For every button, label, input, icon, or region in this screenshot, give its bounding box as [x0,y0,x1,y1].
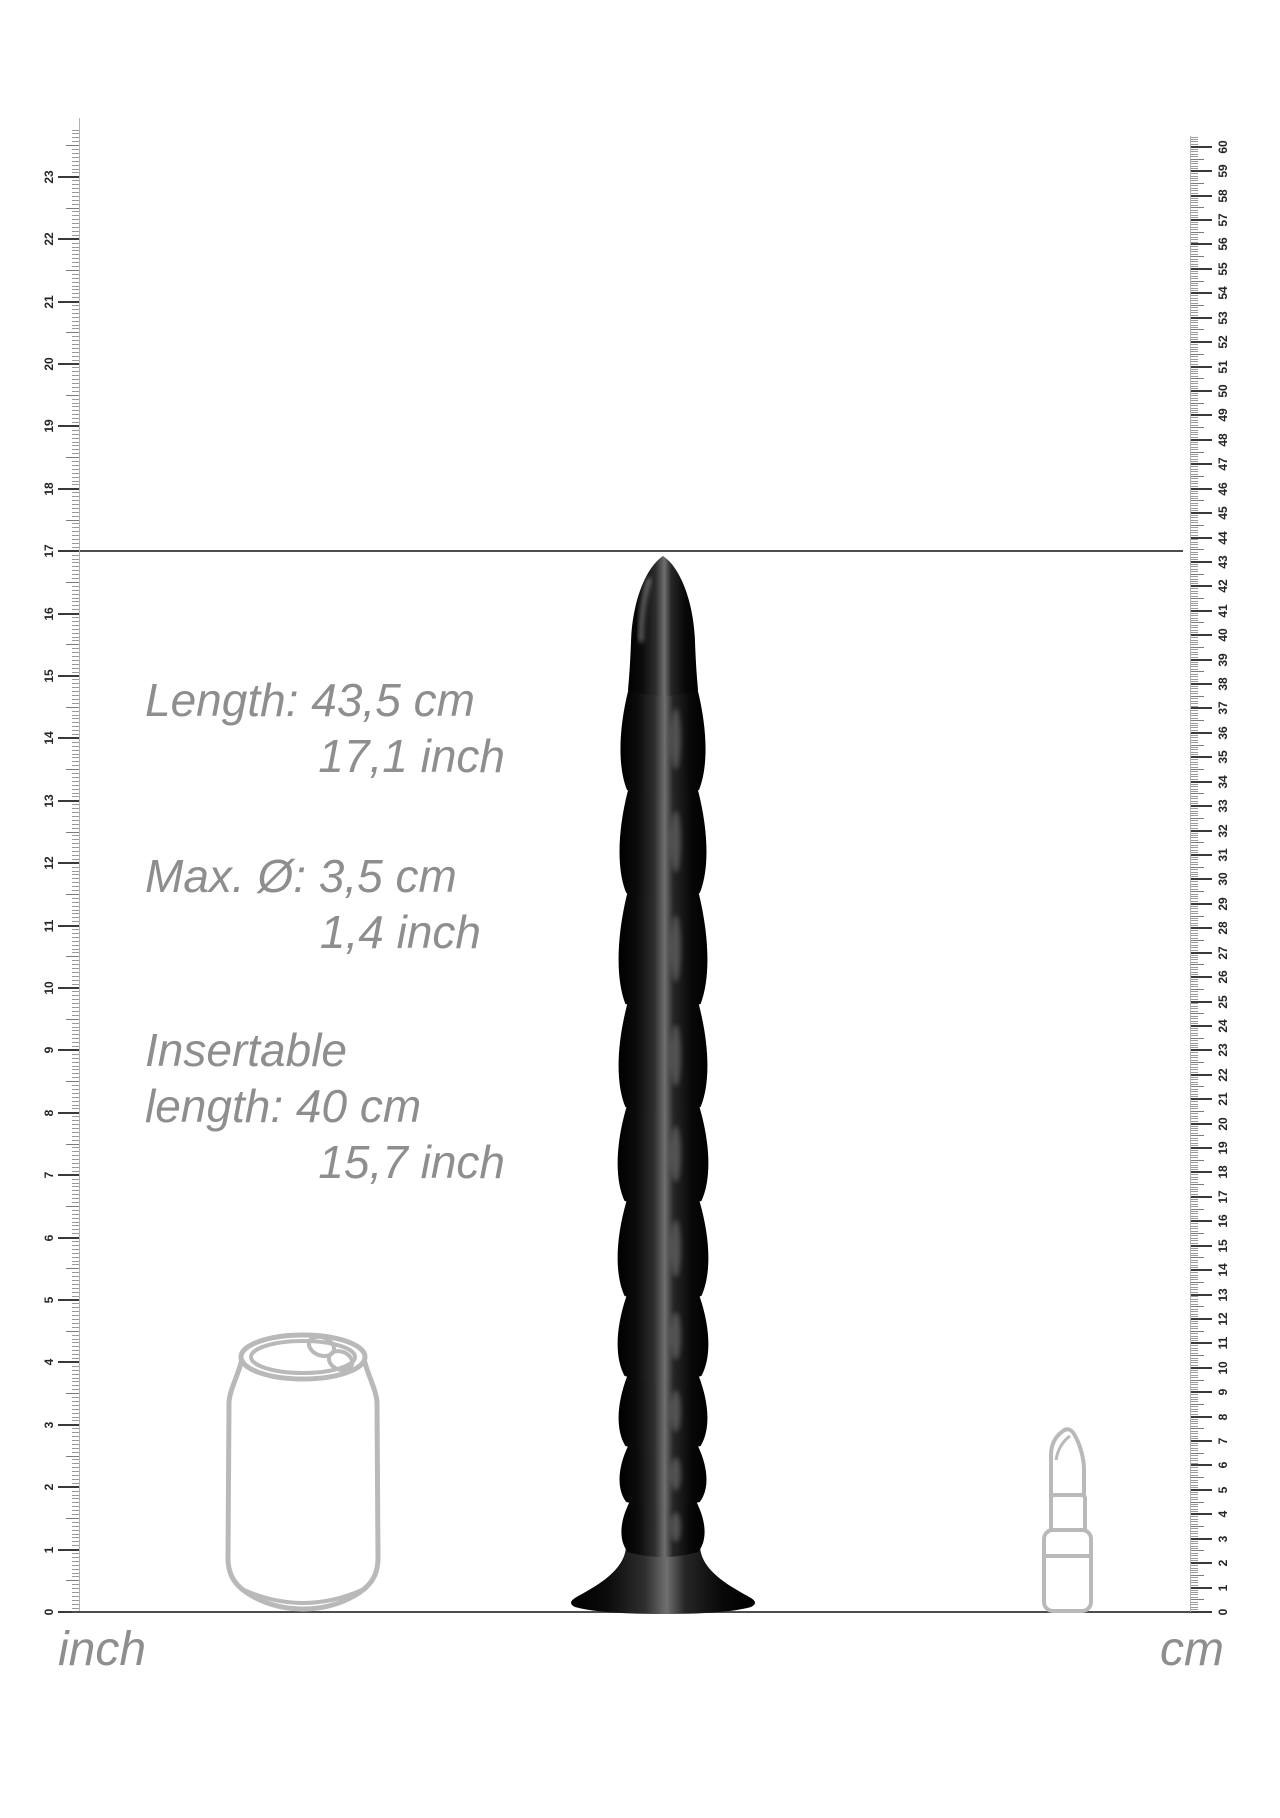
cm-ruler-number: 18 [1216,1165,1230,1180]
inch-ruler-number: 5 [42,1296,56,1304]
bead-highlight [671,915,681,982]
cm-ruler-number: 27 [1216,945,1230,960]
cm-ruler-number: 39 [1216,652,1230,667]
cm-ruler-number: 40 [1216,628,1230,642]
inch-ruler-number: 3 [42,1421,56,1429]
inch-ruler-number: 20 [42,357,56,371]
cm-ruler-number: 16 [1216,1214,1230,1228]
diameter-spec-line1: Max. Ø: 3,5 cm [145,850,457,902]
inch-ruler-number: 19 [42,419,56,434]
cm-ruler-number: 46 [1216,481,1230,496]
inch-ruler-number: 2 [42,1483,56,1491]
soda-can-icon [228,1333,378,1609]
cm-ruler-number: 13 [1216,1287,1230,1302]
product-segment [619,1376,708,1451]
inch-ruler-number: 1 [42,1546,56,1553]
cm-ruler-number: 12 [1216,1312,1230,1326]
cm-ruler-number: 37 [1216,701,1230,716]
inch-ruler-number: 12 [42,856,56,870]
product-segment [628,556,698,696]
cm-ruler-number: 24 [1216,1019,1230,1033]
cm-ruler-number: 32 [1216,823,1230,838]
cm-ruler-number: 60 [1216,140,1230,154]
stacked-bead-dildo [571,556,755,1614]
bead-highlight [671,1126,681,1182]
cm-ruler-number: 4 [1216,1510,1230,1518]
cm-ruler-number: 7 [1216,1437,1230,1445]
bead-highlight [671,811,681,873]
cm-ruler-number: 33 [1216,799,1230,813]
cm-ruler-number: 25 [1216,994,1230,1009]
product-segment [620,1446,707,1507]
cm-ruler-number: 10 [1216,1361,1230,1375]
inch-ruler-number: 10 [42,981,56,995]
product-segment [621,1502,704,1557]
cm-ruler-number: 56 [1216,237,1230,252]
cm-ruler-number: 28 [1216,921,1230,935]
cm-ruler-number: 20 [1216,1116,1230,1131]
cm-ruler-number: 59 [1216,164,1230,178]
cm-ruler-number: 21 [1216,1092,1230,1106]
cm-ruler-number: 19 [1216,1141,1230,1155]
product-segment [620,790,707,898]
inch-ruler-number: 6 [42,1234,56,1241]
cm-ruler-number: 54 [1216,286,1230,300]
bead-highlight [671,708,681,769]
cm-ruler-number: 31 [1216,848,1230,862]
inch-ruler-number: 13 [42,794,56,808]
cm-ruler-number: 11 [1216,1337,1230,1350]
insertable-spec-line1: Insertable [145,1024,348,1076]
cm-ruler-number: 1 [1216,1584,1230,1591]
inch-unit-label: inch [58,1623,147,1676]
inch-ruler-number: 16 [42,606,56,621]
cm-ruler-number: 23 [1216,1043,1230,1058]
inch-ruler-number: 0 [42,1608,56,1616]
cm-ruler-number: 30 [1216,872,1230,887]
inch-ruler-number: 9 [42,1047,56,1054]
cm-ruler-number: 41 [1216,604,1230,618]
inch-ruler-number: 14 [42,731,56,746]
cm-ruler-number: 34 [1216,775,1230,789]
inch-ruler-number: 11 [42,919,56,932]
cm-ruler-number: 57 [1216,213,1230,227]
bead-highlight [671,1025,681,1087]
product-segment [618,1107,709,1206]
bead-highlight [671,1512,681,1542]
diameter-spec-line2: 1,4 inch [319,906,481,958]
cm-ruler-number: 2 [1216,1559,1230,1567]
product-segment [619,1004,708,1112]
inch-ruler-number: 7 [42,1171,56,1179]
cm-ruler-number: 3 [1216,1535,1230,1543]
cm-ruler-number: 36 [1216,726,1230,740]
product-segment [619,893,708,1009]
cm-ruler-number: 14 [1216,1263,1230,1277]
cm-ruler-number: 48 [1216,433,1230,447]
cm-ruler-number: 29 [1216,897,1230,911]
cm-ruler-number: 5 [1216,1486,1230,1494]
insertable-spec-line2: length: 40 cm [145,1080,422,1132]
lipstick-icon [1044,1429,1091,1611]
cm-ruler-number: 15 [1216,1239,1230,1253]
inch-ruler-number: 15 [42,669,56,683]
inch-ruler-number: 8 [42,1109,56,1117]
cm-ruler-number: 47 [1216,457,1230,471]
cm-ruler-number: 49 [1216,408,1230,423]
bead-highlight [671,1220,681,1277]
cm-ruler-number: 43 [1216,555,1230,569]
cm-ruler-number: 26 [1216,970,1230,984]
cm-ruler-number: 35 [1216,750,1230,764]
inch-ruler-number: 22 [42,232,56,246]
lipstick-collar [1051,1495,1085,1533]
can-body [228,1363,378,1609]
cm-ruler-number: 45 [1216,506,1230,520]
bead-highlight [671,1312,681,1360]
product-segment [620,688,705,795]
bead-highlight [671,1457,681,1491]
cm-ruler-number: 0 [1216,1608,1230,1616]
cm-ruler-number: 17 [1216,1190,1230,1204]
cm-ruler-number: 44 [1216,530,1230,545]
cm-ruler-number: 38 [1216,677,1230,691]
cm-ruler-number: 52 [1216,335,1230,349]
inch-ruler-number: 21 [42,294,56,309]
cm-ruler-number: 55 [1216,262,1230,276]
cm-unit-label: cm [1160,1623,1224,1676]
cm-ruler-number: 53 [1216,311,1230,325]
cm-ruler-number: 9 [1216,1388,1230,1396]
cm-ruler-number: 51 [1216,359,1230,374]
product-segment [618,1296,709,1381]
insertable-spec-line3: 15,7 inch [318,1136,505,1188]
lipstick-base [1044,1530,1091,1611]
cm-ruler-number: 58 [1216,188,1230,203]
cm-ruler-number: 8 [1216,1413,1230,1420]
cm-ruler-number: 22 [1216,1068,1230,1082]
inch-ruler-number: 4 [42,1359,56,1366]
inch-ruler-number: 17 [42,544,56,558]
inch-ruler-number: 23 [42,170,56,184]
cm-ruler-number: 42 [1216,579,1230,594]
product-segment [618,1201,709,1301]
inch-ruler-number: 18 [42,482,56,496]
length-spec-line1: Length: 43,5 cm [145,674,475,726]
length-spec-line2: 17,1 inch [318,730,505,782]
bead-highlight [671,1390,681,1432]
cm-ruler-number: 50 [1216,384,1230,398]
cm-ruler-number: 6 [1216,1462,1230,1469]
